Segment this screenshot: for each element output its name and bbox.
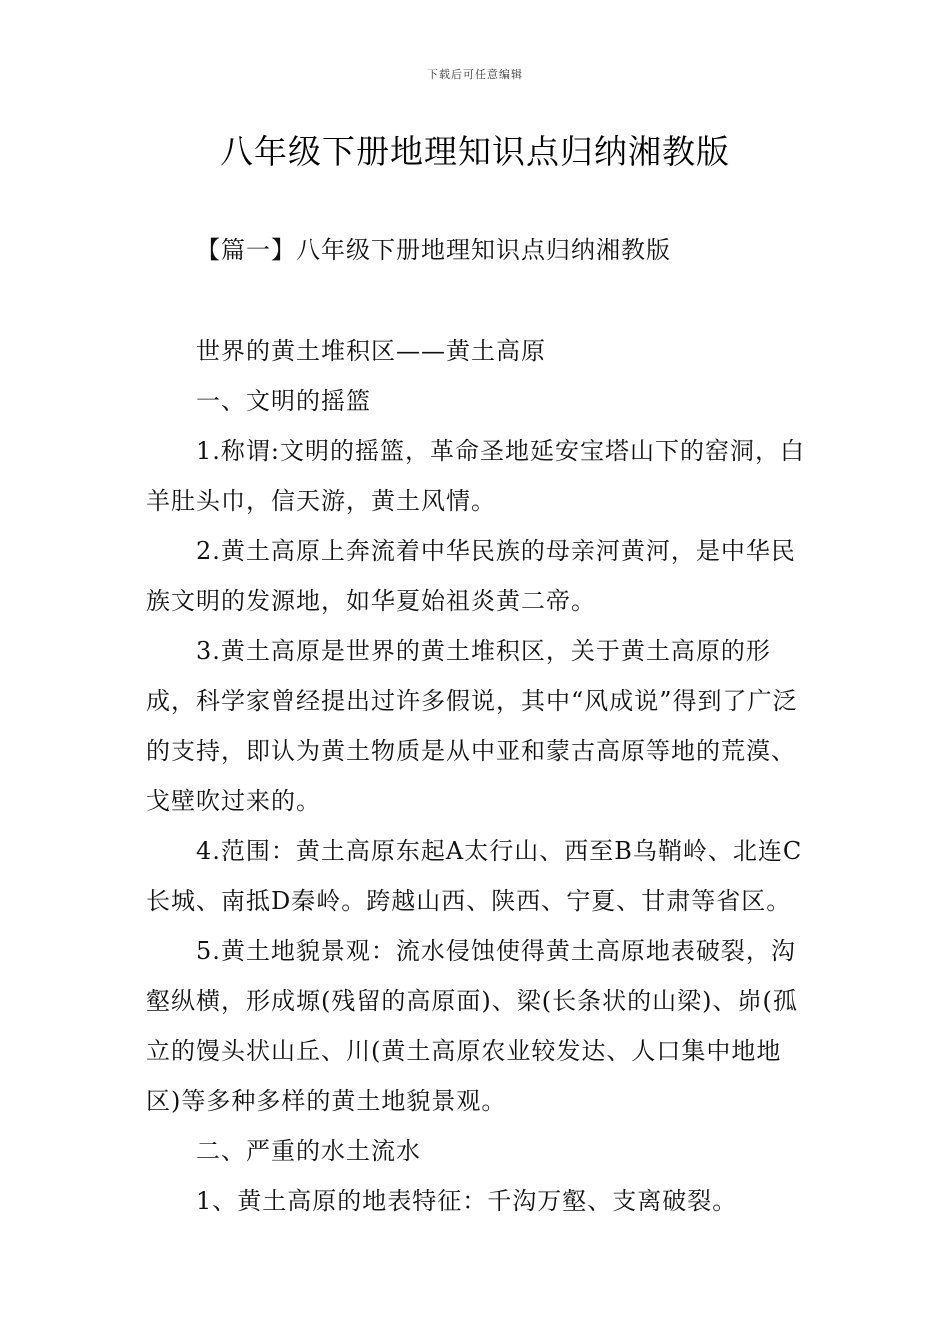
- paragraph: 2.黄土高原上奔流着中华民族的母亲河黄河，是中华民族文明的发源地，如华夏始祖炎黄二帝。: [146, 537, 796, 615]
- paragraph: 3.黄土高原是世界的黄土堆积区，关于黄土高原的形成，科学家曾经提出过许多假说，其中“风成说”得到了广泛的支持，即认为黄土物质是从中亚和蒙古高原等地的荒漠、戈壁吹过来的。: [146, 637, 798, 815]
- document-title: 八年级下册地理知识点归纳湘教版: [220, 132, 730, 171]
- paragraph: 4.范围：黄土高原东起A太行山、西至B乌鞘岭、北连C长城、南抵D秦岭。跨越山西、陕西、宁夏、甘肃等省区。: [146, 837, 803, 915]
- paragraph: 世界的黄土堆积区——黄土高原: [196, 337, 546, 365]
- paragraph: 二、严重的水土流水: [196, 1137, 421, 1165]
- paragraph: 1.称谓:文明的摇篮，革命圣地延安宝塔山下的窑洞，白羊肚头巾，信天游，黄土风情。: [146, 437, 805, 515]
- header-note: 下载后可任意编辑: [427, 68, 523, 81]
- paragraph: 一、文明的摇篮: [196, 387, 371, 415]
- paragraph: 1、黄土高原的地表特征：千沟万壑、支离破裂。: [196, 1187, 738, 1215]
- document-body: [146, 326, 814, 1226]
- paragraph: 5.黄土地貌景观：流水侵蚀使得黄土高原地表破裂，沟壑纵横，形成塬(残留的高原面)、梁(长条状的山梁)、峁(孤立的馒头状山丘、川(黄土高原农业较发达、人口集中地地区)等多种多样的黄土地貌景观。: [146, 937, 798, 1115]
- section-heading: 【篇一】八年级下册地理知识点归纳湘教版: [196, 236, 671, 264]
